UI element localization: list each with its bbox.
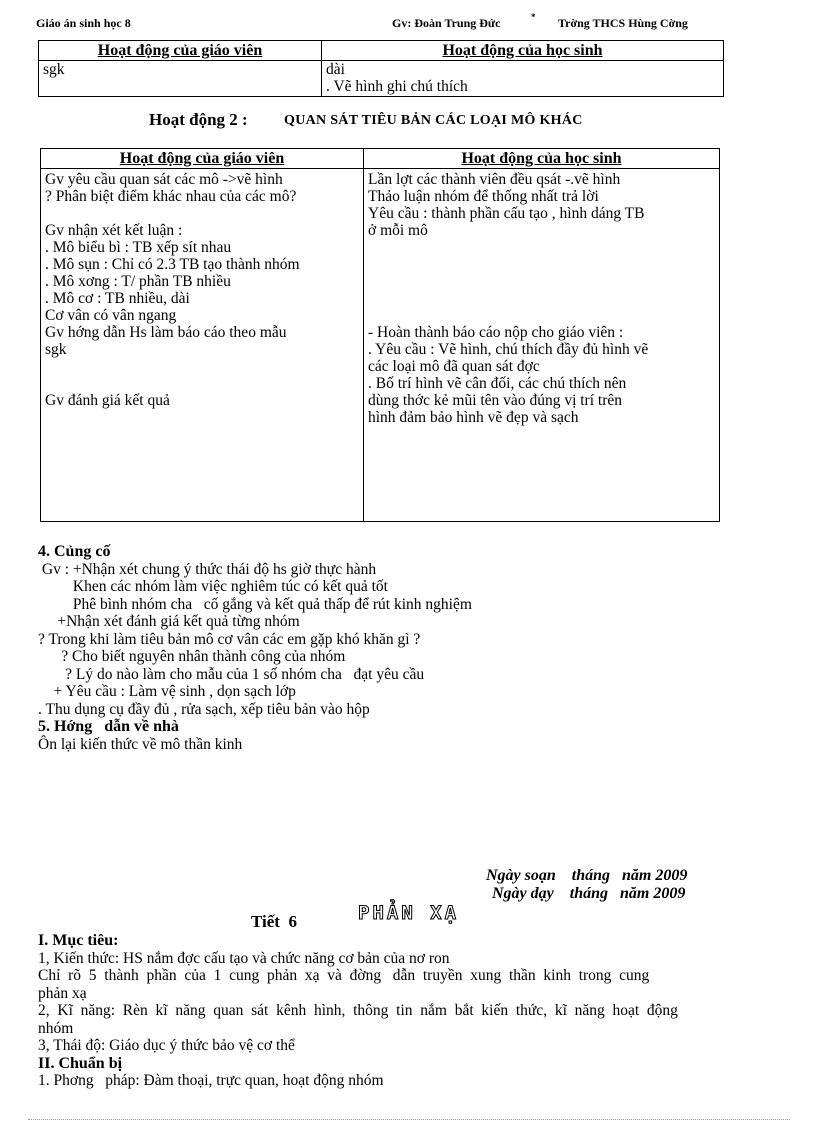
table2-teacher-line: . Mô cơ : TB nhiều, dài	[45, 290, 190, 307]
table2-teacher-line: . Mô biểu bì : TB xếp sít nhau	[45, 239, 232, 256]
preparation-heading: II. Chuẩn bị	[38, 1054, 123, 1072]
table2-student-line	[368, 256, 715, 273]
lesson-title: PHẢN XẠ	[358, 902, 460, 924]
table2-teacher-line: . Mô xơng : T/ phần TB nhiều	[45, 273, 231, 290]
header-star: *	[531, 12, 536, 22]
section4-line: Gv : +Nhận xét chung ý thức thái độ hs giờ thực hành	[38, 560, 377, 578]
table2-student-line: dùng thớc kẻ mũi tên vào đúng vị trí trên	[368, 392, 622, 409]
table1-header-teacher: Hoạt động của giáo viên	[39, 41, 322, 61]
section4-line: + Yêu cầu : Làm vệ sinh , dọn sạch lớp	[38, 683, 296, 700]
objectives-line: 2, Kĩ năng: Rèn kĩ năng quan sát kênh hình, thông tin nắm bắt kiến thức, kĩ năng hoạt động	[38, 1002, 678, 1019]
activity2-title: QUAN SÁT TIÊU BẢN CÁC LOẠI MÔ KHÁC	[284, 113, 583, 128]
table2-student-line	[368, 273, 715, 290]
lesson-period: Tiết 6	[251, 912, 297, 931]
section4-heading: 4. Củng cố	[38, 543, 111, 560]
section4-line: Phê bình nhóm cha cố gắng và kết quả thấp để rút kinh nghiệm	[38, 595, 472, 613]
table1-teacher-cell	[39, 61, 322, 97]
section5-line: Ôn lại kiến thức về mô thần kinh	[38, 735, 243, 753]
table2-header-teacher: Hoạt động của giáo viên	[41, 149, 364, 169]
table2-student-line: các loại mô đã quan sát đợc	[368, 358, 540, 375]
table1-header-student: Hoạt động của học sinh	[322, 41, 724, 61]
objectives-line: phản xạ	[38, 984, 87, 1002]
table2-teacher-line	[45, 375, 359, 392]
table1-student-cell	[322, 61, 724, 97]
table2-student-line: ở mỗi mô	[368, 222, 428, 239]
objectives-line: Chỉ rõ 5 thành phần của 1 cung phản xạ và đờng dẫn truyền xung thần kinh trong cung	[38, 967, 650, 984]
table2-teacher-line: Gv yêu cầu quan sát các mô ->vẽ hình	[45, 171, 283, 188]
section4-line: +Nhận xét đánh giá kết quả từng nhóm	[38, 613, 300, 630]
table2-student-line: Yêu cầu : thành phần cấu tạo , hình dáng TB	[368, 205, 645, 222]
table2-student-line: Lần lợt các thành viên đều qsát -.vẽ hình	[368, 171, 621, 188]
header-teacher: Gv: Đoàn Trung Đức	[392, 16, 501, 30]
table2-teacher-line: Cơ vân có vân ngang	[45, 307, 177, 324]
table2-teacher-line	[45, 358, 359, 375]
table1-teacher-line: sgk	[43, 61, 65, 78]
table2-teacher-cell	[41, 169, 364, 522]
objectives-line: 1, Kiến thức: HS nắm đợc cấu tạo và chức năng cơ bản của nơ ron	[38, 949, 450, 967]
section5-heading: 5. Hớng dẫn về nhà	[38, 718, 179, 735]
date-prepared: Ngày soạn tháng năm 2009	[486, 867, 688, 884]
page-bottom-divider	[28, 1119, 790, 1120]
objectives-block	[38, 932, 721, 1090]
table1-student-line: . Vẽ hình ghi chú thích	[326, 78, 468, 95]
table2-student-line: . Yêu cầu : Vẽ hình, chú thích đầy đủ hình vẽ	[368, 341, 649, 358]
table2-student-line: - Hoàn thành báo cáo nộp cho giáo viên :	[368, 324, 624, 341]
table1-student-line: dài	[326, 61, 345, 78]
header-school: Trờng THCS Hùng Cờng	[558, 16, 688, 30]
section4-line: ? Trong khi làm tiêu bản mô cơ vân các em gặp khó khăn gì ?	[38, 630, 421, 648]
table2-student-line: hình đảm bảo hình vẽ đẹp và sạch	[368, 409, 579, 426]
table2-teacher-line: ? Phân biệt điểm khác nhau của các mô?	[45, 188, 297, 205]
table2-student-line: . Bố trí hình vẽ cân đối, các chú thích nên	[368, 375, 627, 392]
activity-table-2	[40, 148, 720, 522]
section4-line: Khen các nhóm làm việc nghiêm túc có kết quả tốt	[38, 578, 388, 595]
section4-line: . Thu dụng cụ đầy đủ , rửa sạch, xếp tiêu bản vào hộp	[38, 700, 370, 718]
section4-block	[38, 543, 472, 753]
table2-teacher-line: Gv hớng dẫn Hs làm báo cáo theo mẫu	[45, 324, 287, 341]
header-subject: Giáo án sinh học 8	[36, 16, 131, 30]
table2-teacher-line: Gv nhận xét kết luận :	[45, 222, 183, 239]
table2-teacher-line: Gv đánh giá kết quả	[45, 392, 170, 409]
table2-student-line	[368, 290, 715, 307]
table2-header-student: Hoạt động của học sinh	[364, 149, 720, 169]
preparation-line: 1. Phơng pháp: Đàm thoại, trực quan, hoạt động nhóm	[38, 1072, 384, 1089]
objectives-line: nhóm	[38, 1019, 74, 1037]
table2-student-line	[368, 239, 715, 256]
section4-line: ? Cho biết nguyên nhân thành công của nhóm	[38, 648, 346, 665]
objectives-heading: I. Mục tiêu:	[38, 932, 119, 949]
objectives-line: 3, Thái độ: Giáo dục ý thức bảo vệ cơ thể	[38, 1037, 295, 1054]
activity2-label: Hoạt động 2 :	[149, 110, 248, 129]
activity-table-1	[38, 40, 724, 97]
table2-teacher-line: . Mô sụn : Chỉ có 2.3 TB tạo thành nhóm	[45, 256, 300, 273]
table2-student-cell	[364, 169, 720, 522]
table2-student-line	[368, 307, 715, 324]
date-taught: Ngày dạy tháng năm 2009	[492, 885, 686, 902]
table2-student-line: Thảo luận nhóm để thống nhất trả lời	[368, 188, 599, 205]
table2-teacher-line: sgk	[45, 341, 67, 358]
section4-line: ? Lý do nào làm cho mẫu của 1 số nhóm cha đạt yêu cầu	[38, 665, 425, 683]
table2-teacher-line	[45, 205, 359, 222]
